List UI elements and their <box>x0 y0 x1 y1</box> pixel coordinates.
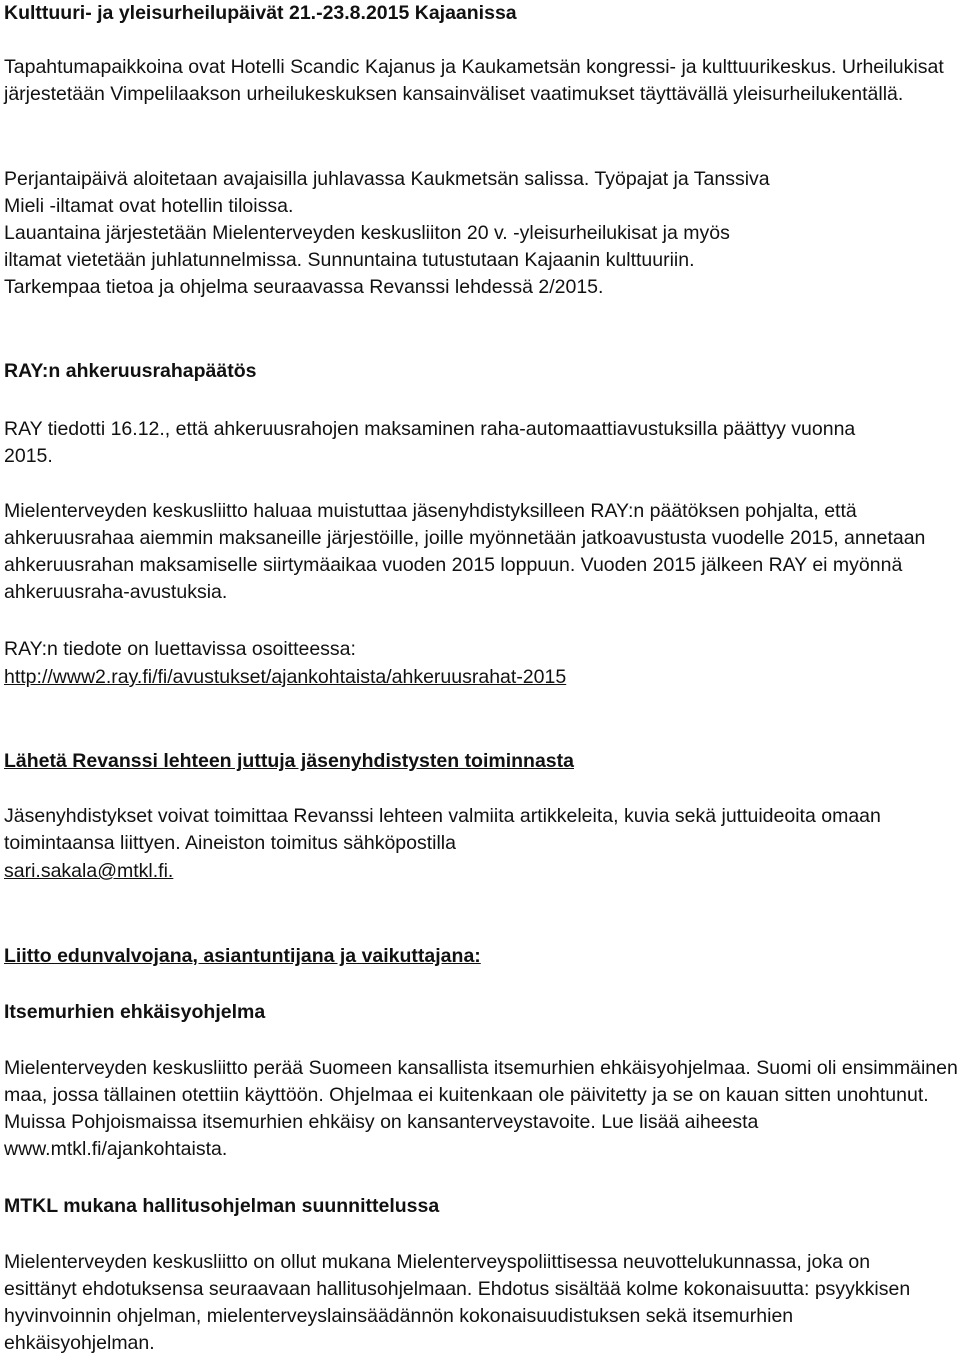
ray-heading: RAY:n ahkeruusrahapäätös <box>4 360 257 382</box>
games-line-5: Tarkempaa tietoa ja ohjelma seuraavassa Revanssi lehdessä 2/2015. <box>4 276 604 298</box>
games-line-3: Lauantaina järjestetään Mielenterveyden keskusliiton 20 v. -yleisurheilukisat ja myös <box>4 222 730 244</box>
revanssi-paragraph: Jäsenyhdistykset voivat toimittaa Revanssi lehteen valmiita artikkeleita, kuvia sekä juttuideoita omaan toimintaansa liittyen. Aineiston toimitus sähköpostilla <box>4 805 881 854</box>
ray-notice-line <box>4 664 956 691</box>
ray-notice-link[interactable]: http://www2.ray.fi/fi/avustukset/ajankohtaista/ahkeruusrahat-2015 <box>4 666 567 688</box>
ray-paragraph-2: Mielenterveyden keskusliitto haluaa muistuttaa jäsenyhdistyksilleen RAY:n päätöksen pohjalta, että ahkeruusrahaa aiemmin maksaneille järjestöille, joille myönnetään jatkoavustusta vuodelle 2015, annetaan ahkeruusrahan maksamiselle siirtymäaikaa vuoden 2015 loppuun. Vuoden 2015 jälkeen RAY ei myönnä ahkeruusraha-avustuksia. <box>4 500 926 603</box>
liitto-heading: Liitto edunvalvojana, asiantuntijana ja vaikuttajana: <box>4 945 481 967</box>
games-line-2: Mieli -iltamat ovat hotellin tiloissa. <box>4 195 294 217</box>
revanssi-email-link[interactable]: sari.sakala@mtkl.fi. <box>4 860 174 882</box>
games-paragraph-2 <box>4 166 956 301</box>
government-program-paragraph: Mielenterveyden keskusliitto on ollut mukana Mielenterveyspoliittisessa neuvottelukunnassa, joka on esittänyt ehdotuksensa seuraavaan hallitusohjelmaan. Ehdotus sisältää kolme kokonaisuutta: psyykkisen hyvinvoinnin ohjelman, mielenterveyslainsäädännön kokonaisuudistuksen sekä itsemurhien ehkäisyohjelman. <box>4 1251 911 1354</box>
revanssi-email-line <box>4 858 956 885</box>
government-program-heading: MTKL mukana hallitusohjelman suunnittelussa <box>4 1195 440 1217</box>
revanssi-heading: Lähetä Revanssi lehteen juttuja jäsenyhdistysten toiminnasta <box>4 750 574 772</box>
suicide-prevention-paragraph: Mielenterveyden keskusliitto perää Suomeen kansallista itsemurhien ehkäisyohjelmaa. Suomi oli ensimmäinen maa, jossa tällainen otettiin käyttöön. Ohjelmaa ei kuitenkaan ole päivitetty ja se on kauan sitten unohtunut. Muissa Pohjoismaissa itsemurhien ehkäisy on kansanterveystavoite. Lue lisää aiheesta www.mtkl.fi/ajankohtaista. <box>4 1057 958 1160</box>
ray-paragraph-1: RAY tiedotti 16.12., että ahkeruusrahojen maksaminen raha-automaattiavustuksilla päättyy vuonna 2015. <box>4 418 856 467</box>
games-paragraph-1: Tapahtumapaikkoina ovat Hotelli Scandic Kajanus ja Kaukametsän kongressi- ja kulttuurikeskus. Urheilukisat järjestetään Vimpelilaakson urheilukeskuksen kansainväliset vaatimukset täyttävällä yleisurheilukentällä. <box>4 56 944 105</box>
games-line-1: Perjantaipäivä aloitetaan avajaisilla juhlavassa Kaukmetsän salissa. Työpajat ja Tanssiva <box>4 168 770 190</box>
ray-notice-label: RAY:n tiedote on luettavissa osoitteessa: <box>4 638 356 660</box>
suicide-prevention-heading: Itsemurhien ehkäisyohjelma <box>4 1001 266 1023</box>
games-title: Kulttuuri- ja yleisurheilupäivät 21.-23.8.2015 Kajaanissa <box>4 2 517 24</box>
games-line-4: iltamat vietetään juhlatunnelmissa. Sunnuntaina tutustutaan Kajaanin kulttuuriin. <box>4 249 695 271</box>
